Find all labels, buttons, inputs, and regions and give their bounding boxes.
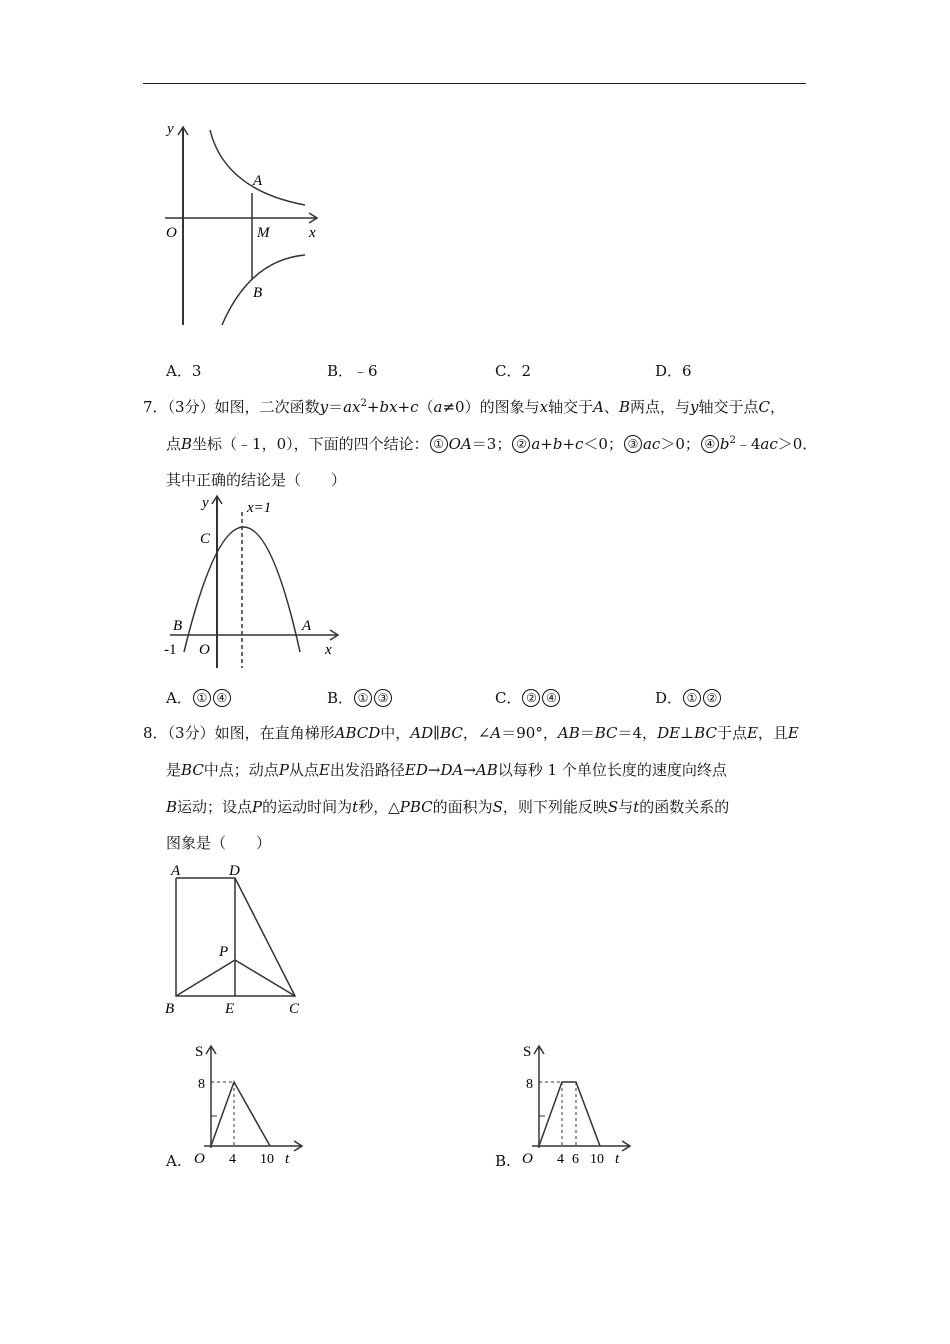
text: ，且	[757, 724, 788, 742]
graph-a-s-label: S	[195, 1044, 204, 1060]
graph-a-origin: O	[194, 1151, 205, 1167]
text: 是	[166, 761, 182, 779]
q7-label-x: x	[325, 642, 332, 658]
q8-trapezoid-figure	[160, 858, 310, 1018]
text: 如图，二次函数	[214, 398, 320, 416]
text: ＞0．	[777, 435, 818, 453]
circled-number: ②	[703, 689, 721, 707]
text: 、	[603, 398, 619, 416]
circled-number: ③	[374, 689, 392, 707]
q8-label-p: P	[219, 944, 229, 960]
math-var: P	[252, 798, 263, 816]
math-var: a	[433, 398, 443, 416]
text: ，∠	[462, 724, 491, 742]
math-var: ax	[343, 398, 361, 416]
math-var: ac	[642, 435, 661, 453]
math-var: BC	[440, 724, 463, 742]
text: ﹣4	[735, 435, 761, 453]
math-var: PBC	[399, 798, 433, 816]
option-value: 3	[191, 362, 202, 380]
math-op: +	[397, 398, 411, 416]
q7-option-d[interactable]	[655, 687, 722, 708]
q7-label-c: C	[200, 531, 211, 547]
text: 的函数关系的	[639, 798, 730, 816]
math-var: AD	[410, 724, 434, 742]
math-var: y	[319, 398, 329, 416]
math-var: BC	[181, 761, 204, 779]
math-var: OA	[448, 435, 472, 453]
text: 与	[618, 798, 634, 816]
math-var: C	[758, 398, 770, 416]
q6-option-c[interactable]	[495, 360, 531, 381]
q8-line-1	[143, 722, 799, 743]
q6-label-o: O	[166, 225, 177, 241]
q8-line-2	[166, 759, 727, 780]
q7-option-b[interactable]	[327, 687, 393, 708]
option-key: A．	[166, 362, 192, 380]
graph-b-origin: O	[522, 1151, 533, 1167]
option-value: 6	[682, 362, 692, 380]
q6-label-m: M	[257, 225, 270, 241]
q7-label-a: A	[302, 618, 312, 634]
math-op: +	[366, 398, 380, 416]
q8-option-b[interactable]: B.	[495, 1152, 511, 1170]
circled-number: ②	[522, 689, 540, 707]
graph-b-tick-4: 4	[557, 1152, 564, 1167]
math-var: AB	[557, 724, 580, 742]
header-rule	[143, 83, 806, 84]
circled-number: ④	[542, 689, 560, 707]
graph-b-t-label: t	[615, 1151, 620, 1167]
math-sup: 2	[360, 398, 367, 409]
math-var: bx	[379, 398, 398, 416]
math-var: A	[490, 724, 502, 742]
math-var: P	[278, 761, 289, 779]
math-var: DA	[440, 761, 464, 779]
q7-label-x1: x=1	[247, 500, 272, 516]
circled-number: ①	[430, 435, 448, 453]
option-key: C．	[495, 689, 522, 707]
graph-a-tick-10: 10	[260, 1152, 274, 1167]
q6-label-x: x	[309, 225, 316, 241]
q7-option-a[interactable]	[166, 687, 232, 708]
text: 中，	[380, 724, 411, 742]
math-var: E	[787, 724, 799, 742]
question-number: 8．	[143, 724, 168, 742]
question-number: 7．	[143, 398, 168, 416]
math-op: ＝	[579, 724, 595, 742]
text: 轴交于	[548, 398, 594, 416]
math-var: AB	[475, 761, 498, 779]
option-key: D．	[655, 362, 683, 380]
text: ＜0；	[583, 435, 623, 453]
graph-b-tick-8: 8	[526, 1077, 533, 1092]
circled-number: ①	[354, 689, 372, 707]
text: 从点	[288, 761, 319, 779]
text: 的运动时间为	[262, 798, 353, 816]
graph-a-tick-8: 8	[198, 1077, 205, 1092]
q8-label-d: D	[229, 863, 240, 879]
math-var: S	[607, 798, 619, 816]
q7-line-1	[143, 396, 785, 417]
option-key: C．	[495, 362, 522, 380]
q7-label-b: B	[173, 618, 183, 634]
graph-a-tick-4: 4	[229, 1152, 236, 1167]
graph-b-s-label: S	[523, 1044, 532, 1060]
text: 轴交于点	[698, 398, 759, 416]
math-var: BC	[594, 724, 618, 742]
math-var: S	[492, 798, 503, 816]
circled-number: ①	[683, 689, 701, 707]
q8-label-b: B	[165, 1001, 175, 1017]
text: 两点，与	[630, 398, 691, 416]
math-var: y	[690, 398, 699, 416]
text: 出发沿路径	[329, 761, 405, 779]
math-var: ED	[404, 761, 428, 779]
graph-b-tick-6: 6	[572, 1152, 579, 1167]
q8-line-3	[166, 796, 729, 817]
math-sup: 2	[729, 435, 736, 446]
text: ＝4，	[617, 724, 658, 742]
math-var: t	[352, 798, 359, 816]
q7-option-c[interactable]	[495, 687, 561, 708]
math-var: t	[633, 798, 640, 816]
text: ＞0；	[660, 435, 700, 453]
q6-option-a[interactable]	[166, 360, 201, 381]
q8-graph-b	[516, 1038, 636, 1168]
q8-line-4: 图象是（ ）	[166, 834, 272, 852]
math-op: →	[463, 761, 476, 779]
q7-label-o: O	[199, 642, 210, 658]
q6-option-b[interactable]	[327, 360, 378, 381]
text: 的图象与	[479, 398, 540, 416]
circled-number: ④	[701, 435, 719, 453]
text: ＝90°，	[501, 724, 558, 742]
math-var: E	[318, 761, 330, 779]
text: ，则下列能反映	[502, 798, 608, 816]
math-op: ≠0）	[442, 398, 480, 416]
q6-option-d[interactable]	[655, 360, 692, 381]
option-key: B．	[327, 689, 354, 707]
q8-option-a[interactable]: A.	[166, 1152, 182, 1170]
text: 点	[166, 435, 182, 453]
q7-parabola-figure	[160, 492, 345, 672]
math-var: B	[618, 398, 630, 416]
text: 运动；设点	[177, 798, 253, 816]
math-var: ABCD	[334, 724, 381, 742]
text: 坐标（﹣1，0），下面的四个结论：	[192, 435, 429, 453]
text: 秒，△	[358, 798, 400, 816]
graph-a-t-label: t	[285, 1151, 290, 1167]
math-var: B	[166, 798, 178, 816]
question-score: （3分）	[167, 398, 215, 416]
math-var: E	[746, 724, 758, 742]
math-var: ac	[760, 435, 778, 453]
math-var: DE	[657, 724, 681, 742]
q7-label-minus1: -1	[164, 642, 177, 658]
text: ＝3；	[471, 435, 512, 453]
q8-label-c: C	[289, 1001, 300, 1017]
circled-number: ③	[624, 435, 642, 453]
q7-line-3: 其中正确的结论是（ ）	[166, 471, 347, 489]
q8-label-a: A	[171, 863, 181, 879]
math-op: ⊥	[680, 724, 695, 742]
q6-hyperbola-figure	[155, 115, 330, 335]
math-op: （	[418, 398, 434, 416]
math-var: x	[539, 398, 549, 416]
math-op: ＝	[328, 398, 344, 416]
question-score: （3分）	[167, 724, 215, 742]
q7-line-2	[166, 433, 817, 454]
text: 以每秒 1 个单位长度的速度向终点	[497, 761, 727, 779]
q6-label-a: A	[253, 173, 263, 189]
option-key: D．	[655, 689, 683, 707]
math-var: c	[410, 398, 419, 416]
math-var: BC	[694, 724, 717, 742]
q8-label-e: E	[225, 1001, 235, 1017]
text: ，	[770, 398, 786, 416]
text: 中点；动点	[203, 761, 279, 779]
circled-number: ①	[193, 689, 211, 707]
q6-label-b: B	[253, 285, 263, 301]
q7-label-y: y	[202, 495, 209, 511]
option-key: A．	[166, 689, 192, 707]
math-var: A	[593, 398, 604, 416]
option-key: B．	[327, 362, 354, 380]
math-var: a+b+c	[531, 435, 584, 453]
option-value: ﹣6	[353, 362, 378, 380]
math-op: →	[427, 761, 441, 779]
circled-number: ②	[512, 435, 530, 453]
text: 如图，在直角梯形	[214, 724, 335, 742]
circled-number: ④	[213, 689, 231, 707]
q8-graph-a	[188, 1038, 308, 1168]
math-var: B	[181, 435, 193, 453]
q6-label-y: y	[167, 121, 174, 137]
graph-b-tick-10: 10	[590, 1152, 604, 1167]
option-value: 2	[521, 362, 532, 380]
math-var: b	[719, 435, 730, 453]
math-op: ∥	[433, 724, 441, 742]
text: 于点	[716, 724, 747, 742]
text: 的面积为	[432, 798, 493, 816]
